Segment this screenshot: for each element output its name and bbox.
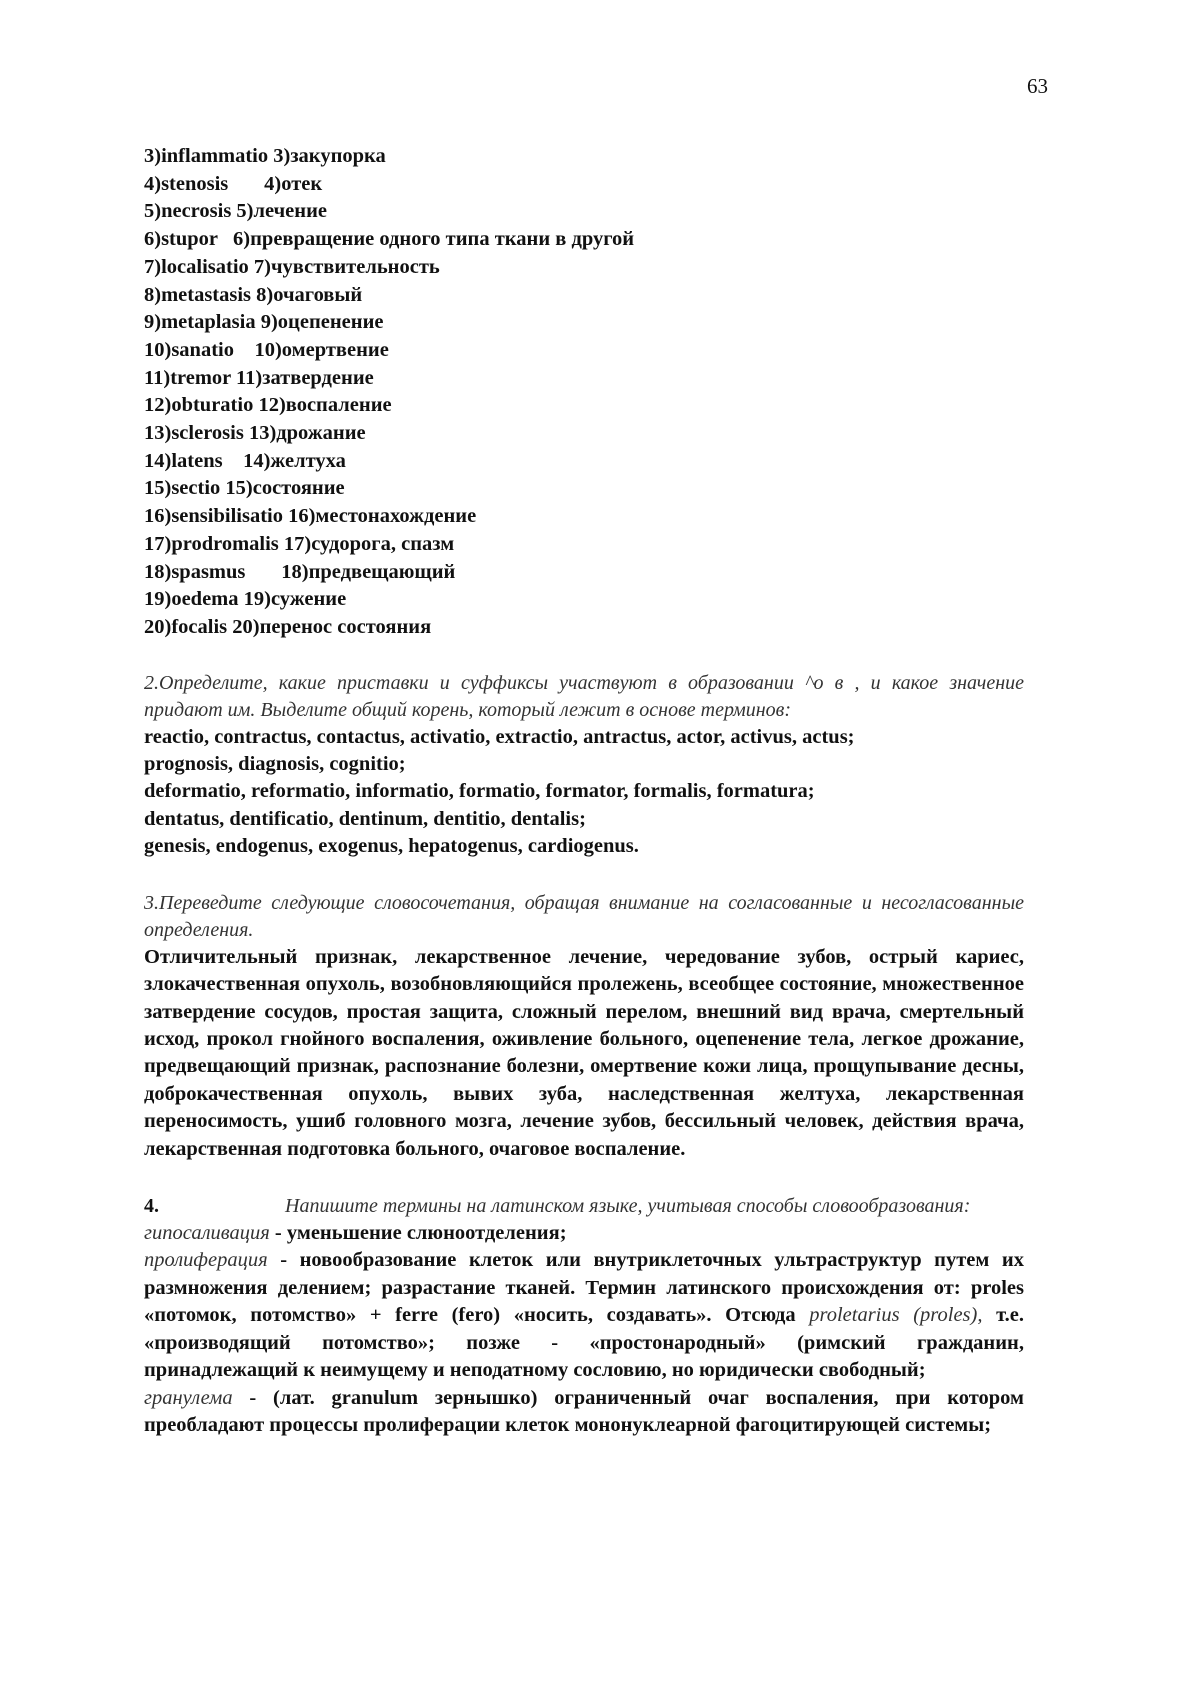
page-number: 63 <box>1027 74 1048 98</box>
entry-definition: - уменьшение слюноотделения; <box>269 1221 567 1244</box>
vocab-line: 4)stenosis 4)отек <box>144 172 323 195</box>
vocabulary-list <box>144 143 1024 642</box>
vocab-line: 11)tremor 11)затвердение <box>144 366 374 389</box>
entry-term: гипосаливация <box>144 1221 270 1244</box>
vocab-line: 10)sanatio 10)омертвение <box>144 338 389 361</box>
term-entry-hyposalivation <box>144 1220 1024 1248</box>
term-line: deformatio, reformatio, informatio, formatio, formator, formalis, formatura; <box>144 780 815 803</box>
term-line: genesis, endogenus, exogenus, hepatogenus, cardiogenus. <box>144 835 639 858</box>
vocab-line: 19)oedema 19)сужение <box>144 588 347 611</box>
page-content <box>144 143 1024 1440</box>
entry-term: гранулема <box>144 1386 233 1409</box>
task-3-heading: 3.Переведите следующие словосочетания, обращая внимание на согласованные и несогласованные определения. <box>144 891 1024 941</box>
task-4-heading <box>144 1193 1024 1220</box>
vocab-line: 13)sclerosis 13)дрожание <box>144 422 366 445</box>
task-4-number: 4. <box>144 1194 159 1217</box>
task-4-heading-text: Напишите термины на латинском языке, учитывая способы словообразования: <box>285 1194 971 1217</box>
term-line: reactio, contractus, contactus, activatio, extractio, antractus, actor, activus, actus; <box>144 725 855 748</box>
entry-term: пролиферация <box>144 1249 268 1272</box>
vocab-line: 8)metastasis 8)очаговый <box>144 283 363 306</box>
vocab-line: 3)inflammatio 3)закупорка <box>144 145 386 167</box>
vocab-line: 17)prodromalis 17)судорога, спазм <box>144 532 455 555</box>
task-3-phrases: Отличительный признак, лекарственное лечение, чередование зубов, острый кариес, злокачественная опухоль, возобновляющийся пролежень, всеобщее состояние, множественное затвердение сосудов, простая защита, сложный перелом, внешний вид врача, смертельный исход, прокол гнойного воспаления, оживление больного, оцепенение тела, легкое дрожание, предвещающий признак, распознание болезни, омертвение кожи лица, прощупывание десны, доброкачественная опухоль, вывих зуба, наследственная желтуха, лекарственная переносимость, ушиб головного мозга, лечение зубов, бессильный человек, действия врача, лекарственная подготовка больного, очаговое воспаление. <box>144 945 1024 1160</box>
vocab-line: 5)necrosis 5)лечение <box>144 200 327 223</box>
vocab-line: 9)metaplasia 9)оцепенение <box>144 311 384 334</box>
vocab-line: 18)spasmus 18)предвещающий <box>144 560 456 583</box>
entry-definition-continued: т.е. «производящий потомство»; позже - «простонародный» (римский гражданин, принадлежащий к неимущему и неподатному сословию, но юридически свободный; <box>144 1304 1024 1382</box>
task-2-term-lines <box>144 724 1024 861</box>
entry-italic-latin: proletarius (proles), <box>809 1304 983 1327</box>
vocab-line: 14)latens 14)желтуха <box>144 449 346 472</box>
entry-definition: - новообразование клеток или внутриклеточных ультраструктур путем их размножения делением; разрастание тканей. Термин латинского происхождения от: proles «потомок, потомство» + ferre (fero) «носить, создавать». Отсюда <box>144 1249 1024 1327</box>
vocab-line: 12)obturatio 12)воспаление <box>144 394 392 417</box>
term-line: dentatus, dentificatio, dentinum, dentitio, dentalis; <box>144 807 586 830</box>
term-entry-granuloma <box>144 1385 1024 1440</box>
vocab-line: 6)stupor 6)превращение одного типа ткани в другой <box>144 228 635 251</box>
vocab-line: 7)localisatio 7)чувствительность <box>144 255 440 278</box>
entry-definition: - (лат. granulum зернышко) ограниченный очаг воспаления, при котором преобладают процессы пролиферации клеток мононуклеарной фагоцитирующей системы; <box>144 1386 1024 1437</box>
vocab-line: 20)focalis 20)перенос состояния <box>144 615 432 638</box>
term-line: prognosis, diagnosis, cognitio; <box>144 753 406 776</box>
vocab-line: 16)sensibilisatio 16)местонахождение <box>144 505 477 528</box>
vocab-line: 15)sectio 15)состояние <box>144 477 345 500</box>
term-entry-proliferation <box>144 1247 1024 1385</box>
task-2-heading: 2.Определите, какие приставки и суффиксы участвуют в образовании ^о в , и какое значение придают им. Выделите общий корень, который лежит в основе терминов: <box>144 671 1024 721</box>
